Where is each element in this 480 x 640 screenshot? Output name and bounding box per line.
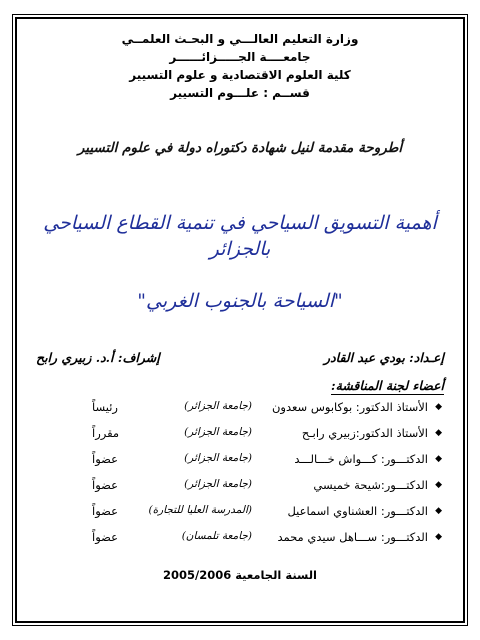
member-university: (المدرسة العليا للتجارة) <box>148 504 252 516</box>
committee-member <box>0 452 480 472</box>
bullet-icon: ◆ <box>435 428 442 438</box>
committee-member <box>0 478 480 498</box>
member-university: (جامعة الجزائر) <box>184 426 252 438</box>
thesis-title-line-2: "السياحة بالجنوب الغربي" <box>137 290 343 312</box>
committee-member <box>0 504 480 524</box>
degree-statement: أطروحة مقدمة لنيل شهادة دكتوراه دولة في علوم التسيير <box>77 140 403 156</box>
member-university: (جامعة الجزائر) <box>184 478 252 490</box>
member-role: رئيساً <box>92 400 118 414</box>
institution-header <box>40 30 440 102</box>
bullet-icon: ◆ <box>435 402 442 412</box>
bullet-icon: ◆ <box>435 532 442 542</box>
member-university: (جامعة الجزائر) <box>184 400 252 412</box>
prepared-by: إعـداد: بودي عبد القادر <box>324 350 444 365</box>
member-name: الدكتـــور: كـــواش خـــالـــد <box>294 452 428 466</box>
member-role: عضواً <box>92 478 118 492</box>
thesis-title-line-1: أهمية التسويق السياحي في تنمية القطاع السياحي بالجزائر <box>43 212 437 260</box>
member-name: الأستاذ الدكتور: بوكابوس سعدون <box>271 400 428 414</box>
member-role: عضواً <box>92 452 118 466</box>
member-role: مقرراً <box>92 426 120 440</box>
committee-member <box>0 530 480 550</box>
supervised-by: إشراف: أ.د. زبيري رابح <box>36 350 160 365</box>
academic-year: السنة الجامعية 2005/2006 <box>162 568 317 582</box>
member-name: الدكتـــور: العشناوي اسماعيل <box>287 504 428 518</box>
member-name: الأستاذ الدكتور:زبيري رابـح <box>301 426 428 440</box>
ministry-name: وزارة التعليم العالـــي و البحـث العلمــي <box>121 32 359 46</box>
department-name: قســم : علـــوم التسيير <box>170 86 310 100</box>
bullet-icon: ◆ <box>435 454 442 464</box>
committee-heading: أعضاء لجنة المناقشة: <box>330 378 444 393</box>
member-name: الدكتـــور:شيحة خميسي <box>313 478 428 492</box>
thesis-title <box>20 210 460 314</box>
member-university: (جامعة تلمسان) <box>181 530 252 542</box>
committee-member <box>0 400 480 420</box>
committee-member <box>0 426 480 446</box>
university-name: جامعــــة الجـــــزائــــــر <box>169 50 311 64</box>
member-role: عضواً <box>92 504 118 518</box>
member-name: الدكتـــور: ســـاهل سيدي محمد <box>277 530 428 544</box>
member-role: عضواً <box>92 530 118 544</box>
bullet-icon: ◆ <box>435 480 442 490</box>
bullet-icon: ◆ <box>435 506 442 516</box>
faculty-name: كلية العلوم الاقتصادية و علوم التسيير <box>129 68 351 82</box>
member-university: (جامعة الجزائر) <box>184 452 252 464</box>
